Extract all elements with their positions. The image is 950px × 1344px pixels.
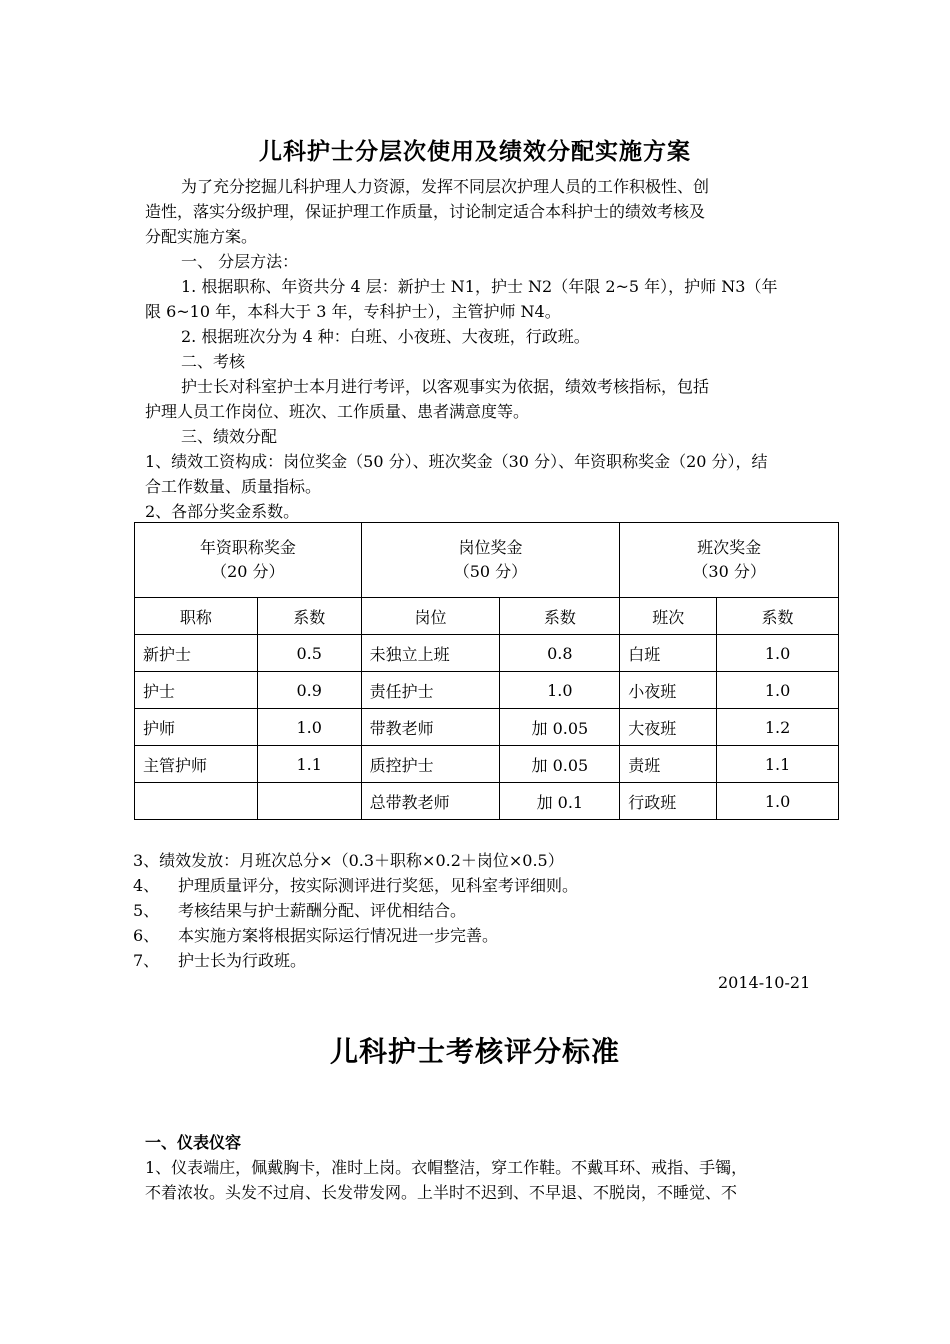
group-score: （20 分） (211, 562, 285, 581)
second-title: 儿科护士考核评分标准 (329, 1035, 620, 1068)
table-cell: 0.8 (500, 635, 620, 672)
paragraph-line: 2、各部分奖金系数。 (145, 502, 300, 521)
column-header: 职称 (135, 598, 258, 635)
table-cell: 1.0 (717, 635, 839, 672)
table-column-header-row (135, 598, 839, 635)
list-item (133, 873, 578, 898)
table-cell: 总带教老师 (361, 783, 500, 820)
paragraph-line: 1、仪表端庄，佩戴胸卡，准时上岗。衣帽整洁，穿工作鞋。不戴耳环、戒指、手镯， (145, 1158, 748, 1177)
list-item (133, 898, 466, 923)
table-cell (257, 783, 361, 820)
table-cell: 护士 (135, 672, 258, 709)
group-name: 岗位奖金 (458, 538, 523, 557)
document-title: 儿科护士分层次使用及绩效分配实施方案 (259, 139, 691, 165)
table-cell: 白班 (620, 635, 717, 672)
paragraph-line: 护士长对科室护士本月进行考评，以客观事实为依据，绩效考核指标，包括 (181, 377, 710, 396)
group-header-cell (135, 523, 362, 598)
intro-line: 为了充分挖掘儿科护理人力资源，发挥不同层次护理人员的工作积极性、创 (181, 177, 710, 196)
table-cell: 加 0.05 (500, 746, 620, 783)
section-heading: 一、仪表仪容 (145, 1133, 242, 1152)
list-item (133, 948, 306, 973)
group-name: 年资职称奖金 (199, 538, 296, 557)
list-number: 6、 (133, 926, 160, 945)
column-header: 系数 (257, 598, 361, 635)
table-cell: 质控护士 (361, 746, 500, 783)
paragraph-line: 合工作数量、质量指标。 (145, 477, 322, 496)
list-number: 7、 (133, 951, 160, 970)
table-row (135, 709, 839, 746)
paragraph-line: 1、绩效工资构成：岗位奖金（50 分）、班次奖金（30 分）、年资职称奖金（20 分），结 (145, 452, 768, 471)
table-cell: 1.2 (717, 709, 839, 746)
table-cell: 加 0.1 (500, 783, 620, 820)
list-text: 护士长为行政班。 (178, 951, 307, 970)
list-number: 5、 (133, 901, 160, 920)
column-header: 岗位 (361, 598, 500, 635)
section-heading: 二、考核 (181, 352, 246, 371)
table-cell: 责班 (620, 746, 717, 783)
table-cell: 1.0 (717, 783, 839, 820)
table-cell: 小夜班 (620, 672, 717, 709)
group-name: 班次奖金 (697, 538, 762, 557)
column-header: 系数 (717, 598, 839, 635)
list-text: 本实施方案将根据实际运行情况进一步完善。 (178, 926, 499, 945)
list-item (133, 923, 498, 948)
table-cell: 行政班 (620, 783, 717, 820)
table-cell: 责任护士 (361, 672, 500, 709)
table-cell: 加 0.05 (500, 709, 620, 746)
intro-line: 分配实施方案。 (145, 227, 258, 246)
table-cell (135, 783, 258, 820)
table-row (135, 672, 839, 709)
paragraph-line: 护理人员工作岗位、班次、工作质量、患者满意度等。 (145, 402, 530, 421)
table-cell: 1.0 (717, 672, 839, 709)
intro-line: 造性，落实分级护理，保证护理工作质量，讨论制定适合本科护士的绩效考核及 (145, 202, 706, 221)
table-group-header-row (135, 523, 839, 598)
table-cell: 1.1 (717, 746, 839, 783)
table-cell: 带教老师 (361, 709, 500, 746)
table-row (135, 783, 839, 820)
table-cell: 未独立上班 (361, 635, 500, 672)
list-item: 3、绩效发放：月班次总分×（0.3＋职称×0.2＋岗位×0.5） (133, 851, 564, 870)
list-text: 护理质量评分，按实际测评进行奖惩，见科室考评细则。 (178, 876, 579, 895)
section-heading: 三、绩效分配 (181, 427, 278, 446)
group-score: （50 分） (453, 562, 528, 581)
table-cell: 大夜班 (620, 709, 717, 746)
bonus-coefficient-table (134, 522, 839, 820)
paragraph-line: 2. 根据班次分为 4 种：白班、小夜班、大夜班，行政班。 (181, 327, 590, 346)
section-heading: 一、 分层方法： (181, 252, 299, 271)
paragraph-line: 1. 根据职称、年资共分 4 层：新护士 N1，护士 N2（年限 2~5 年），护师 N3（年 (181, 277, 778, 296)
table-cell: 0.9 (257, 672, 361, 709)
list-number: 4、 (133, 876, 160, 895)
paragraph-line: 不着浓妆。头发不过肩、长发带发网。上半时不迟到、不早退、不脱岗，不睡觉、不 (145, 1183, 738, 1202)
list-text: 考核结果与护士薪酬分配、评优相结合。 (178, 901, 467, 920)
column-header: 班次 (620, 598, 717, 635)
table-cell: 主管护师 (135, 746, 258, 783)
table-row (135, 635, 839, 672)
group-header-cell (361, 523, 620, 598)
table-cell: 0.5 (257, 635, 361, 672)
paragraph-line: 限 6~10 年，本科大于 3 年，专科护士），主管护师 N4。 (145, 302, 561, 321)
group-score: （30 分） (692, 562, 766, 581)
table-cell: 1.0 (257, 709, 361, 746)
column-header: 系数 (500, 598, 620, 635)
group-header-cell (620, 523, 839, 598)
document-date: 2014-10-21 (718, 973, 811, 992)
table-cell: 新护士 (135, 635, 258, 672)
table-row (135, 746, 839, 783)
table-cell: 1.0 (500, 672, 620, 709)
table-cell: 1.1 (257, 746, 361, 783)
table-cell: 护师 (135, 709, 258, 746)
